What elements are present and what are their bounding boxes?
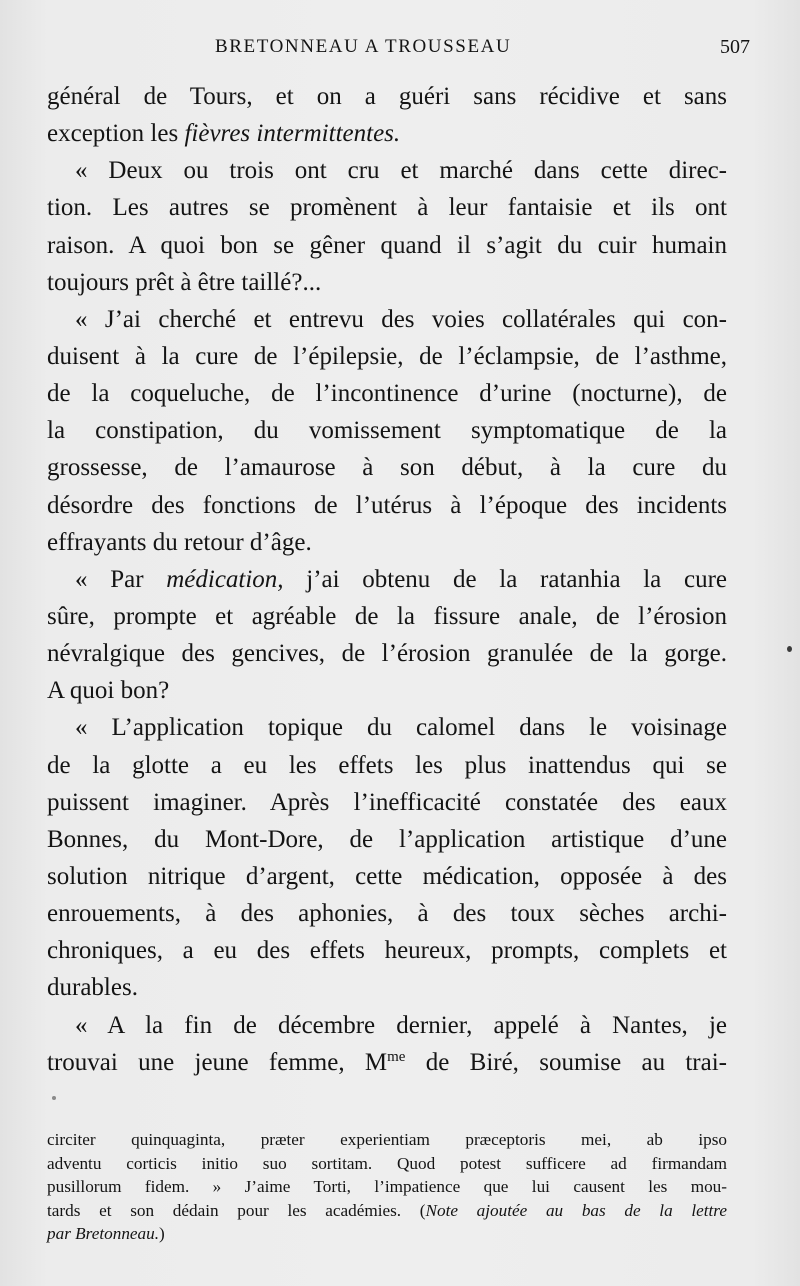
text-line: duisent à la cure de l’épilepsie, de l’éclampsie, de l’asthme, bbox=[47, 342, 727, 370]
text-line: « A la fin de décembre dernier, appelé à Nantes, je bbox=[75, 1011, 727, 1039]
text-line: grossesse, de l’amaurose à son début, à la cure du bbox=[47, 454, 727, 482]
italic-phrase: Note ajoutée au bas de la lettre bbox=[425, 1200, 727, 1220]
text-line: solution nitrique d’argent, cette médication, opposée à des bbox=[47, 862, 727, 890]
text-line: sûre, prompte et agréable de la fissure anale, de l’érosion bbox=[47, 602, 727, 630]
text-line: A quoi bon? bbox=[47, 677, 170, 705]
text-line: durables. bbox=[47, 974, 138, 1002]
page-number: 507 bbox=[720, 36, 750, 58]
text-line: « J’ai cherché et entrevu des voies collatérales qui con- bbox=[75, 305, 727, 333]
text-line: enrouements, à des aphonies, à des toux sèches archi- bbox=[47, 900, 727, 928]
text-line: névralgique des gencives, de l’érosion granulée de la gorge. bbox=[47, 640, 727, 668]
footnote-line bbox=[47, 1199, 727, 1223]
text-line: tion. Les autres se promènent à leur fantaisie et ils ont bbox=[47, 194, 727, 222]
italic-phrase: fièvres intermittentes. bbox=[184, 120, 401, 148]
footnote bbox=[47, 1128, 727, 1246]
text-line: raison. A quoi bon se gêner quand il s’agit du cuir humain bbox=[47, 231, 727, 259]
text-span: j’ai obtenu de la ratanhia la cure bbox=[283, 565, 727, 593]
text-line: Bonnes, du Mont-Dore, de l’application artistique d’une bbox=[47, 825, 727, 853]
italic-phrase: par Bretonneau. bbox=[47, 1224, 160, 1243]
text-span: de Biré, soumise au trai- bbox=[405, 1048, 727, 1076]
text-line: général de Tours, et on a guéri sans récidive et sans bbox=[47, 83, 727, 110]
text-span: ) bbox=[159, 1224, 165, 1243]
footnote-line bbox=[47, 1222, 727, 1246]
running-head bbox=[0, 36, 800, 60]
footnote-line: circiter quinquaginta, præter experientiam præceptoris mei, ab ipso bbox=[47, 1130, 727, 1149]
italic-phrase: médication, bbox=[166, 565, 284, 593]
text-line: « L’application topique du calomel dans le voisinage bbox=[75, 714, 727, 742]
superscript: me bbox=[387, 1048, 406, 1065]
text-line: la constipation, du vomissement symptomatique de la bbox=[47, 417, 727, 445]
text-span: tards et son dédain pour les académies. ( bbox=[47, 1200, 426, 1220]
ink-speck bbox=[787, 646, 792, 652]
text-line: chroniques, a eu des effets heureux, prompts, complets et bbox=[47, 937, 727, 965]
text-line: puissent imaginer. Après l’inefficacité constatée des eaux bbox=[47, 788, 727, 816]
footnote-line: adventu corticis initio suo sortitam. Quod potest sufficere ad firmandam bbox=[47, 1153, 727, 1173]
text-line: de la glotte a eu les effets les plus inattendus qui se bbox=[47, 751, 727, 779]
text-line: « Deux ou trois ont cru et marché dans cette direc- bbox=[75, 157, 727, 185]
body-text bbox=[47, 78, 727, 1081]
running-title: BRETONNEAU A TROUSSEAU bbox=[215, 36, 512, 57]
text-line: toujours prêt à être taillé?... bbox=[47, 268, 322, 296]
text-line: effrayants du retour d’âge. bbox=[47, 528, 312, 556]
text-line: désordre des fonctions de l’utérus à l’époque des incidents bbox=[47, 491, 727, 519]
text-line bbox=[47, 115, 727, 152]
text-line: de la coqueluche, de l’incontinence d’urine (nocturne), de bbox=[47, 380, 727, 408]
text-line bbox=[47, 1044, 727, 1081]
text-span: « Par bbox=[75, 565, 167, 593]
text-line bbox=[47, 561, 727, 598]
ink-speck bbox=[52, 1096, 56, 1100]
footnote-line: pusillorum fidem. » J’aime Torti, l’impatience que lui causent les mou- bbox=[47, 1177, 727, 1196]
text-span: exception les bbox=[47, 120, 185, 148]
text-span: trouvai une jeune femme, M bbox=[47, 1048, 388, 1076]
